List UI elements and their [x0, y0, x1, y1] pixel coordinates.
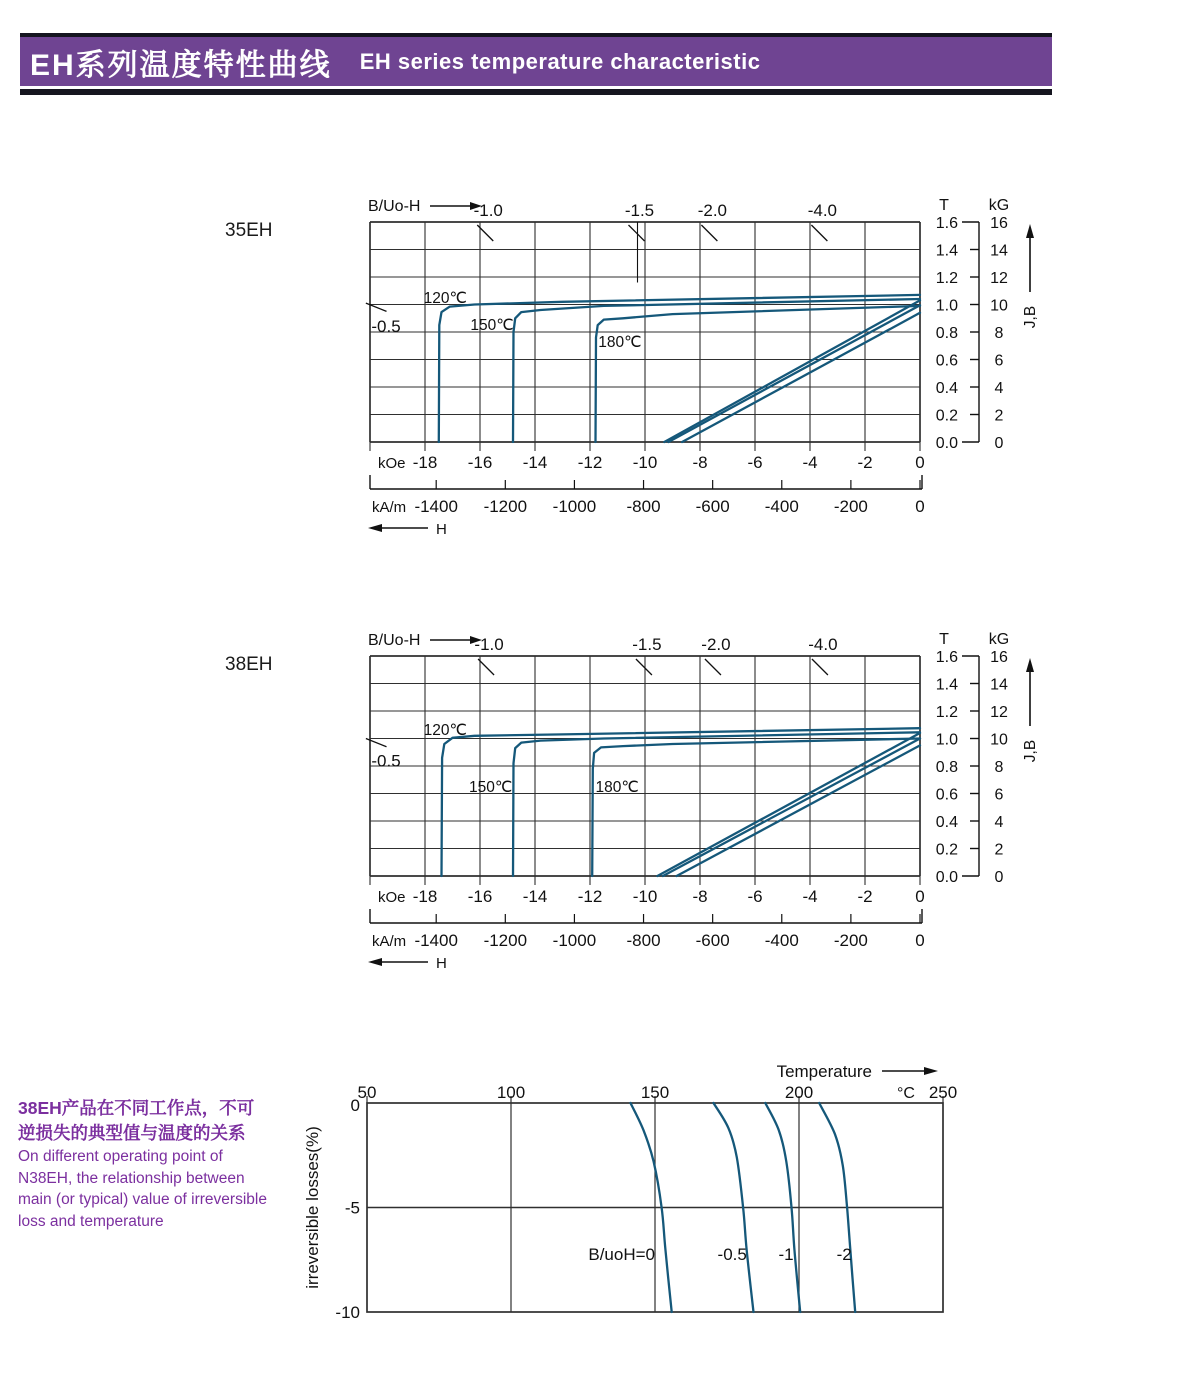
svg-text:-1: -1: [778, 1244, 794, 1264]
svg-text:1.6: 1.6: [935, 215, 958, 232]
svg-text:B/Uo-H: B/Uo-H: [368, 632, 421, 649]
left-load-label: [366, 303, 401, 336]
svg-text:-18: -18: [412, 453, 438, 472]
svg-text:-6: -6: [747, 887, 763, 906]
svg-text:H: H: [436, 521, 447, 538]
svg-text:-14: -14: [522, 453, 548, 472]
svg-text:0.0: 0.0: [935, 435, 958, 452]
svg-text:-12: -12: [577, 887, 603, 906]
axis-title: [368, 632, 482, 649]
svg-text:-0.5: -0.5: [371, 751, 401, 771]
svg-text:180℃: 180℃: [595, 779, 639, 797]
svg-text:kOe: kOe: [378, 455, 406, 472]
right-scale: [936, 197, 1009, 452]
svg-text:-800: -800: [626, 931, 661, 950]
svg-text:-200: -200: [833, 931, 868, 950]
svg-text:1.2: 1.2: [935, 270, 958, 287]
svg-text:-2: -2: [857, 887, 873, 906]
caption-en-line1: On different operating point of: [18, 1148, 223, 1165]
chart-label-38eh: 38EH: [225, 654, 273, 675]
svg-text:1.0: 1.0: [935, 731, 958, 749]
curve-120℃-B: [664, 300, 920, 442]
grid: [370, 656, 920, 885]
caption-en-line4: loss and temperature: [18, 1212, 164, 1230]
svg-text:-4: -4: [802, 887, 818, 906]
svg-text:1.6: 1.6: [935, 649, 958, 666]
svg-text:B/uoH=0: B/uoH=0: [588, 1244, 655, 1264]
svg-text:120℃: 120℃: [423, 290, 467, 308]
svg-text:150℃: 150℃: [470, 316, 514, 334]
svg-text:-800: -800: [626, 497, 661, 516]
temperature-title: [777, 1062, 938, 1081]
svg-text:-10: -10: [335, 1303, 360, 1322]
demag-chart-38eh: [366, 631, 1039, 972]
chart-label-35eh: 35EH: [225, 220, 273, 241]
svg-text:-0.5: -0.5: [371, 317, 401, 336]
svg-text:-400: -400: [764, 931, 799, 950]
svg-text:6: 6: [994, 786, 1004, 804]
curve-150℃-B: [663, 739, 920, 877]
jb-arrow: [1022, 224, 1039, 328]
svg-text:-1200: -1200: [483, 497, 528, 516]
x-axis: [358, 1083, 958, 1103]
svg-text:8: 8: [994, 759, 1004, 776]
svg-text:-8: -8: [692, 453, 708, 472]
svg-text:-600: -600: [695, 497, 730, 516]
svg-text:J,B: J,B: [1022, 739, 1039, 763]
svg-text:180℃: 180℃: [598, 334, 642, 352]
svg-text:2: 2: [994, 407, 1004, 425]
svg-text:0: 0: [915, 497, 925, 516]
svg-text:150℃: 150℃: [469, 779, 513, 797]
svg-text:0.4: 0.4: [935, 814, 958, 831]
svg-text:0: 0: [994, 435, 1004, 452]
curve-150℃-J: [513, 299, 920, 442]
svg-text:14: 14: [990, 676, 1008, 694]
x-axis-kam: [370, 909, 925, 950]
svg-text:0.2: 0.2: [935, 407, 958, 425]
svg-text:2: 2: [994, 841, 1004, 859]
svg-text:6: 6: [994, 352, 1004, 370]
svg-text:-1.5: -1.5: [632, 635, 662, 654]
svg-text:10: 10: [990, 297, 1008, 315]
curve-150℃-B: [668, 305, 920, 442]
load-line-labels: [474, 201, 837, 283]
grid: [367, 1103, 943, 1312]
caption-en-line2: N38EH, the relationship between: [18, 1169, 245, 1187]
svg-text:-10: -10: [632, 453, 658, 472]
page-title-zh: EH系列温度特性曲线: [30, 48, 332, 82]
svg-text:-200: -200: [833, 497, 868, 516]
page-title-en: EH series temperature characteristic: [359, 48, 761, 74]
svg-text:-2: -2: [836, 1244, 852, 1264]
svg-text:J,B: J,B: [1022, 305, 1039, 329]
svg-text:0.4: 0.4: [935, 380, 958, 397]
demag-chart-35eh: [366, 197, 1039, 538]
curves: [442, 728, 921, 876]
svg-text:1.0: 1.0: [935, 297, 958, 315]
axis-title: [368, 198, 482, 215]
svg-text:°C: °C: [897, 1085, 915, 1102]
svg-text:-10: -10: [632, 887, 658, 906]
svg-text:kG: kG: [988, 197, 1010, 214]
caption-en-line3: main (or typical) value of irreversible: [18, 1191, 267, 1208]
svg-text:-1200: -1200: [483, 931, 528, 950]
svg-text:-2: -2: [857, 453, 873, 472]
svg-text:-1.0: -1.0: [473, 201, 503, 220]
svg-text:0.2: 0.2: [935, 841, 958, 859]
svg-text:14: 14: [990, 242, 1008, 260]
svg-text:50: 50: [357, 1083, 377, 1102]
svg-text:0.0: 0.0: [935, 869, 958, 886]
h-arrow: [368, 521, 447, 538]
svg-text:1.2: 1.2: [935, 704, 958, 721]
curve-labels: [588, 1245, 851, 1264]
svg-text:0.8: 0.8: [935, 325, 958, 342]
svg-text:irreversible losses(%): irreversible losses(%): [303, 1126, 322, 1289]
svg-text:150: 150: [640, 1083, 670, 1102]
svg-text:kG: kG: [988, 631, 1010, 648]
left-load-label: [366, 739, 401, 771]
load-line-labels: [474, 635, 837, 675]
caption-zh-line2: 逆损失的典型值与温度的关系: [18, 1123, 246, 1143]
svg-text:-1000: -1000: [552, 497, 597, 516]
svg-text:-2.0: -2.0: [701, 635, 731, 654]
svg-text:12: 12: [990, 270, 1008, 287]
x-axis-koe: [378, 887, 925, 906]
svg-text:-8: -8: [692, 887, 708, 906]
svg-text:-6: -6: [747, 453, 763, 472]
svg-text:-600: -600: [695, 931, 730, 950]
svg-text:-4.0: -4.0: [808, 635, 838, 654]
svg-text:16: 16: [990, 215, 1008, 232]
svg-text:-12: -12: [577, 453, 603, 472]
h-arrow: [368, 955, 447, 972]
caption-text-block: [18, 1096, 298, 1232]
svg-text:-0.5: -0.5: [717, 1244, 747, 1264]
svg-text:kA/m: kA/m: [372, 933, 407, 950]
svg-text:Temperature: Temperature: [776, 1062, 872, 1081]
svg-text:H: H: [436, 955, 447, 972]
svg-text:-4: -4: [802, 453, 818, 472]
svg-text:0: 0: [915, 931, 925, 950]
svg-text:4: 4: [994, 380, 1004, 397]
svg-text:120℃: 120℃: [423, 722, 467, 740]
svg-text:kA/m: kA/m: [372, 499, 407, 516]
irreversible-losses-chart: [303, 1062, 957, 1322]
svg-text:16: 16: [990, 649, 1008, 666]
svg-text:4: 4: [994, 814, 1004, 831]
svg-text:-14: -14: [522, 887, 548, 906]
y-axis: [303, 1096, 360, 1322]
svg-text:-18: -18: [412, 887, 438, 906]
right-scale: [936, 631, 1009, 886]
svg-text:100: 100: [496, 1083, 526, 1102]
temperature-labels: [424, 290, 642, 351]
grid: [370, 222, 920, 451]
svg-text:1.4: 1.4: [935, 242, 958, 260]
svg-text:-1.5: -1.5: [624, 201, 655, 220]
svg-text:T: T: [939, 631, 949, 648]
x-axis-koe: [378, 453, 925, 472]
svg-text:-1400: -1400: [414, 497, 458, 516]
svg-text:0: 0: [915, 887, 925, 906]
svg-text:T: T: [939, 197, 949, 214]
svg-text:0.6: 0.6: [935, 352, 958, 370]
svg-text:200: 200: [784, 1083, 814, 1102]
svg-text:0: 0: [915, 453, 925, 472]
svg-text:-400: -400: [764, 497, 799, 516]
svg-text:0.6: 0.6: [935, 786, 958, 804]
svg-text:-4.0: -4.0: [807, 201, 838, 220]
curve-120℃-B: [657, 733, 920, 876]
svg-text:1.4: 1.4: [935, 676, 958, 694]
jb-arrow: [1022, 658, 1039, 762]
svg-text:0: 0: [350, 1096, 360, 1115]
svg-text:kOe: kOe: [378, 889, 406, 906]
svg-text:-16: -16: [467, 453, 493, 472]
svg-text:0: 0: [994, 869, 1004, 886]
caption-zh-line1: 38EH产品在不同工作点，不可: [18, 1098, 255, 1118]
svg-text:12: 12: [990, 704, 1008, 721]
svg-text:-1400: -1400: [414, 931, 458, 950]
svg-text:8: 8: [994, 325, 1004, 342]
svg-text:-16: -16: [467, 887, 493, 906]
svg-text:-1.0: -1.0: [474, 635, 504, 654]
x-axis-kam: [370, 475, 925, 516]
svg-text:250: 250: [928, 1083, 958, 1102]
svg-text:-1000: -1000: [552, 931, 597, 950]
svg-text:B/Uo-H: B/Uo-H: [368, 198, 421, 215]
svg-text:-5: -5: [344, 1198, 360, 1218]
svg-text:-2.0: -2.0: [697, 201, 728, 220]
svg-text:10: 10: [990, 731, 1008, 749]
curve-180℃-B: [677, 745, 920, 876]
svg-text:0.8: 0.8: [935, 759, 958, 776]
